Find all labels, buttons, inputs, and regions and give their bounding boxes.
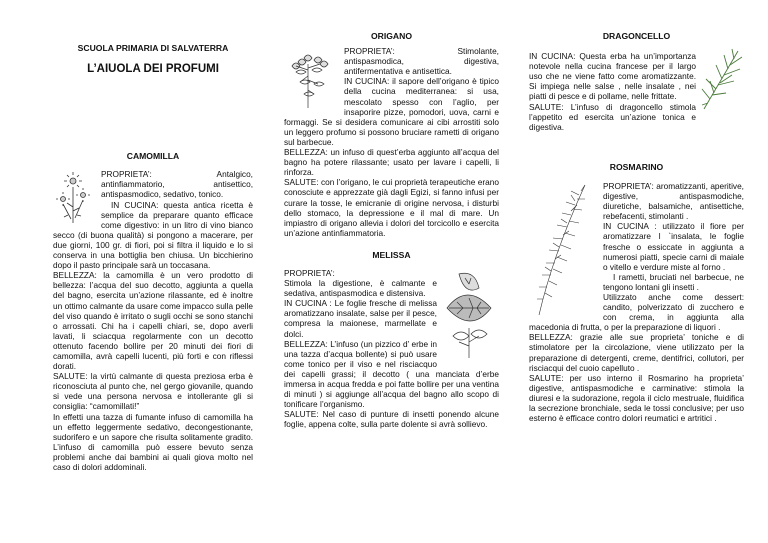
rosmarino-paragraph-4: Utilizzato anche come dessert: candito, polverizzato di zucchero e con crema, in aggiunta alla macedonia di frutta, o per la preparazione di liquori . — [529, 291, 744, 333]
oregano-illustration-icon — [286, 50, 336, 110]
lemon-balm-illustration-icon — [441, 268, 499, 360]
origano-paragraph-1: PROPRIETA’: Stimolante, antispasmodica, digestiva, antifermentativa e antisettica. — [344, 46, 499, 77]
column-origano-melissa — [284, 0, 499, 429]
rosmarino-paragraph-5: BELLEZZA: grazie alle sue proprieta’ toniche e di stimolatore per la circolazione, viene utilizzato per la preparazione di detergenti, creme, dentifrici, collutori, per risciacqui del cuoio capelluto . — [529, 332, 744, 373]
section-title-origano: ORIGANO — [370, 31, 413, 41]
camomilla-paragraph-2: IN CUCINA: questa antica ricetta è semplice da preparare quanto efficace come digestivo: in un litro di vino bianco secco (di buona qualità) si pongono a macerare, per due giorni, 100 gr. di fiori, poi si filtra il liquido e lo si conserva in una bottiglia ben chiusa. Un bicchierino dopo il pasto principale sarà un toccasana. — [53, 199, 253, 271]
origano-paragraph-4: SALUTE: con l’origano, le cui proprietà terapeutiche erano conosciute e apprezzate già dagli Egizi, si fanno infusi per curare la tosse, le emicranie di origine nervosa, i disturbi dello stomaco, la depressione e il mal di mare. Un impiastro di origano allevia i dolori del torcicollo e esercita un’azione antinfiammatoria. — [284, 177, 499, 238]
school-name: SCUOLA PRIMARIA DI SALVATERRA — [77, 43, 229, 53]
rosmarino-paragraph-6: SALUTE: per uso interno il Rosmarino ha proprieta’ digestive, antispasmodiche e carminative: stimola la diuresi e la sudorazione, regola il ciclo mestruale, fluidifica la secrezione bronchiale, seda le tossi conclusive; per uso esterno è efficace contro dolori reumatici e artritici . — [529, 372, 744, 424]
section-title-melissa: MELISSA — [372, 249, 411, 260]
melissa-paragraph-4: BELLEZZA: L’infuso (un pizzico d’ erbe in una tazza d’acqua bollente) si può usare come tonico per il viso e nel risciacquo dei capelli grassi; il decotto ( una manciata d’erbe immersa in acqua fredda e poi fatte bollire per una ventina di minuti ) si aggiunge all’acqua del bagno allo scopo di tonificare l’organismo. — [284, 338, 499, 410]
melissa-paragraph-1: PROPRIETA’: — [284, 267, 335, 278]
column-dragoncello-rosmarino — [529, 0, 744, 423]
dragoncello-paragraph-2: SALUTE: L’infuso di dragoncello stimola l’appetito ed esercita un’azione tonica e digestiva. — [529, 101, 696, 132]
camomilla-paragraph-3: BELLEZZA: la camomilla è un vero prodotto di bellezza: l’acqua del suo decotto, aggiunta a quella del bagno, esercita un’azione rilassante, ed è inoltre un ottimo calmante da usare come impacco sulla pelle del viso quando è irritato o sugli occhi se sono stanchi o arrossati. Chi ha i capelli chiari, se, dopo averli lavati, li sciacqua regolarmente con un decotto ottenuto facendo bollire per 20 minuti dei fiori di camomilla, avrà capelli lucenti, più forti e con riflessi dorati. — [53, 270, 253, 372]
tarragon-illustration-icon — [698, 45, 744, 111]
rosmarino-paragraph-2: IN CUCINA : utilizzato il fiore per aromatizzare l `insalata, le foglie fresche o essiccate in aggiunta a numerosi piatti, specie carni di maiale o vitello e verdure miste al forno . — [603, 221, 744, 272]
column-camomilla — [53, 0, 253, 472]
origano-paragraph-3: BELLEZZA: un infuso di quest’erba aggiunto all’acqua del bagno ha potere rilassante; usato per lavare i capelli, li rinforza. — [284, 147, 499, 178]
rosemary-illustration-icon — [529, 181, 595, 319]
camomilla-paragraph-1: PROPRIETA’: Antalgico, antinfiammatorio, antisettico, antispasmodico, sedativo, tonico. — [101, 169, 253, 200]
page-title: L’AIUOLA DEI PROFUMI — [87, 63, 219, 76]
rosmarino-paragraph-3: I rametti, bruciati nel barbecue, ne tengono lontani gli insetti . — [603, 271, 744, 292]
chamomile-illustration-icon — [53, 171, 95, 225]
dragoncello-paragraph-1: IN CUCINA: Questa erba ha un’importanza notevole nella cucina francese per il largo uso che ne viene fatto come aromatizzante. Si impiega nelle salse , nelle insalate , nei piatti di pesce e di pollame, nelle frittate. — [529, 51, 696, 102]
melissa-paragraph-2: Stimola la digestione, è calmante e sedativa, antispasmodica e distensiva. — [284, 278, 437, 299]
origano-paragraph-2: IN CUCINA: il sapore dell’origano è tipico della cucina mediterranea: si usa, mescolato spesso con l’aglio, per insaporire pizze, pomodori, uova, carni e formaggi. Se si desidera comunicare ai cibi arrostiti solo un leggero profumo si possono bruciare rametti di origano sul barbecue. — [284, 76, 499, 147]
melissa-paragraph-5: SALUTE: Nel caso di punture di insetti ponendo alcune foglie, appena colte, sulla parte dolente si avrà sollievo. — [284, 409, 499, 430]
camomilla-paragraph-5: In effetti una tazza di fumante infuso di camomilla ha un effetto leggermente sedativo, decongestionante, sudorifero e un sapore che risulta solitamente gradito. L’infuso di camomilla può essere bevuto senza problemi anche dai bambini ai quali giova molto nel caso di dolori addominali. — [53, 411, 253, 472]
section-title-camomilla: CAMOMILLA — [126, 151, 180, 162]
camomilla-paragraph-4: SALUTE: la virtù calmante di questa preziosa erba è riconosciuta al punto che, nel gergo giovanile, quando si vede una persona nervosa e intollerante gli si consiglia: “camomillati!” — [53, 371, 253, 412]
section-title-dragoncello: DRAGONCELLO — [602, 31, 671, 41]
section-title-rosmarino: ROSMARINO — [609, 161, 664, 172]
melissa-paragraph-3: IN CUCINA : Le foglie fresche di melissa aromatizzano insalate, salse per il pesce, compresa la maionese, marmellate e dolci. — [284, 298, 437, 339]
rosmarino-paragraph-1: PROPRIETA’: aromatizzanti, aperitive, digestive, antispasmodiche, diuretiche, balsamiche, antisettiche, rebefacenti, stimolanti . — [603, 180, 744, 222]
